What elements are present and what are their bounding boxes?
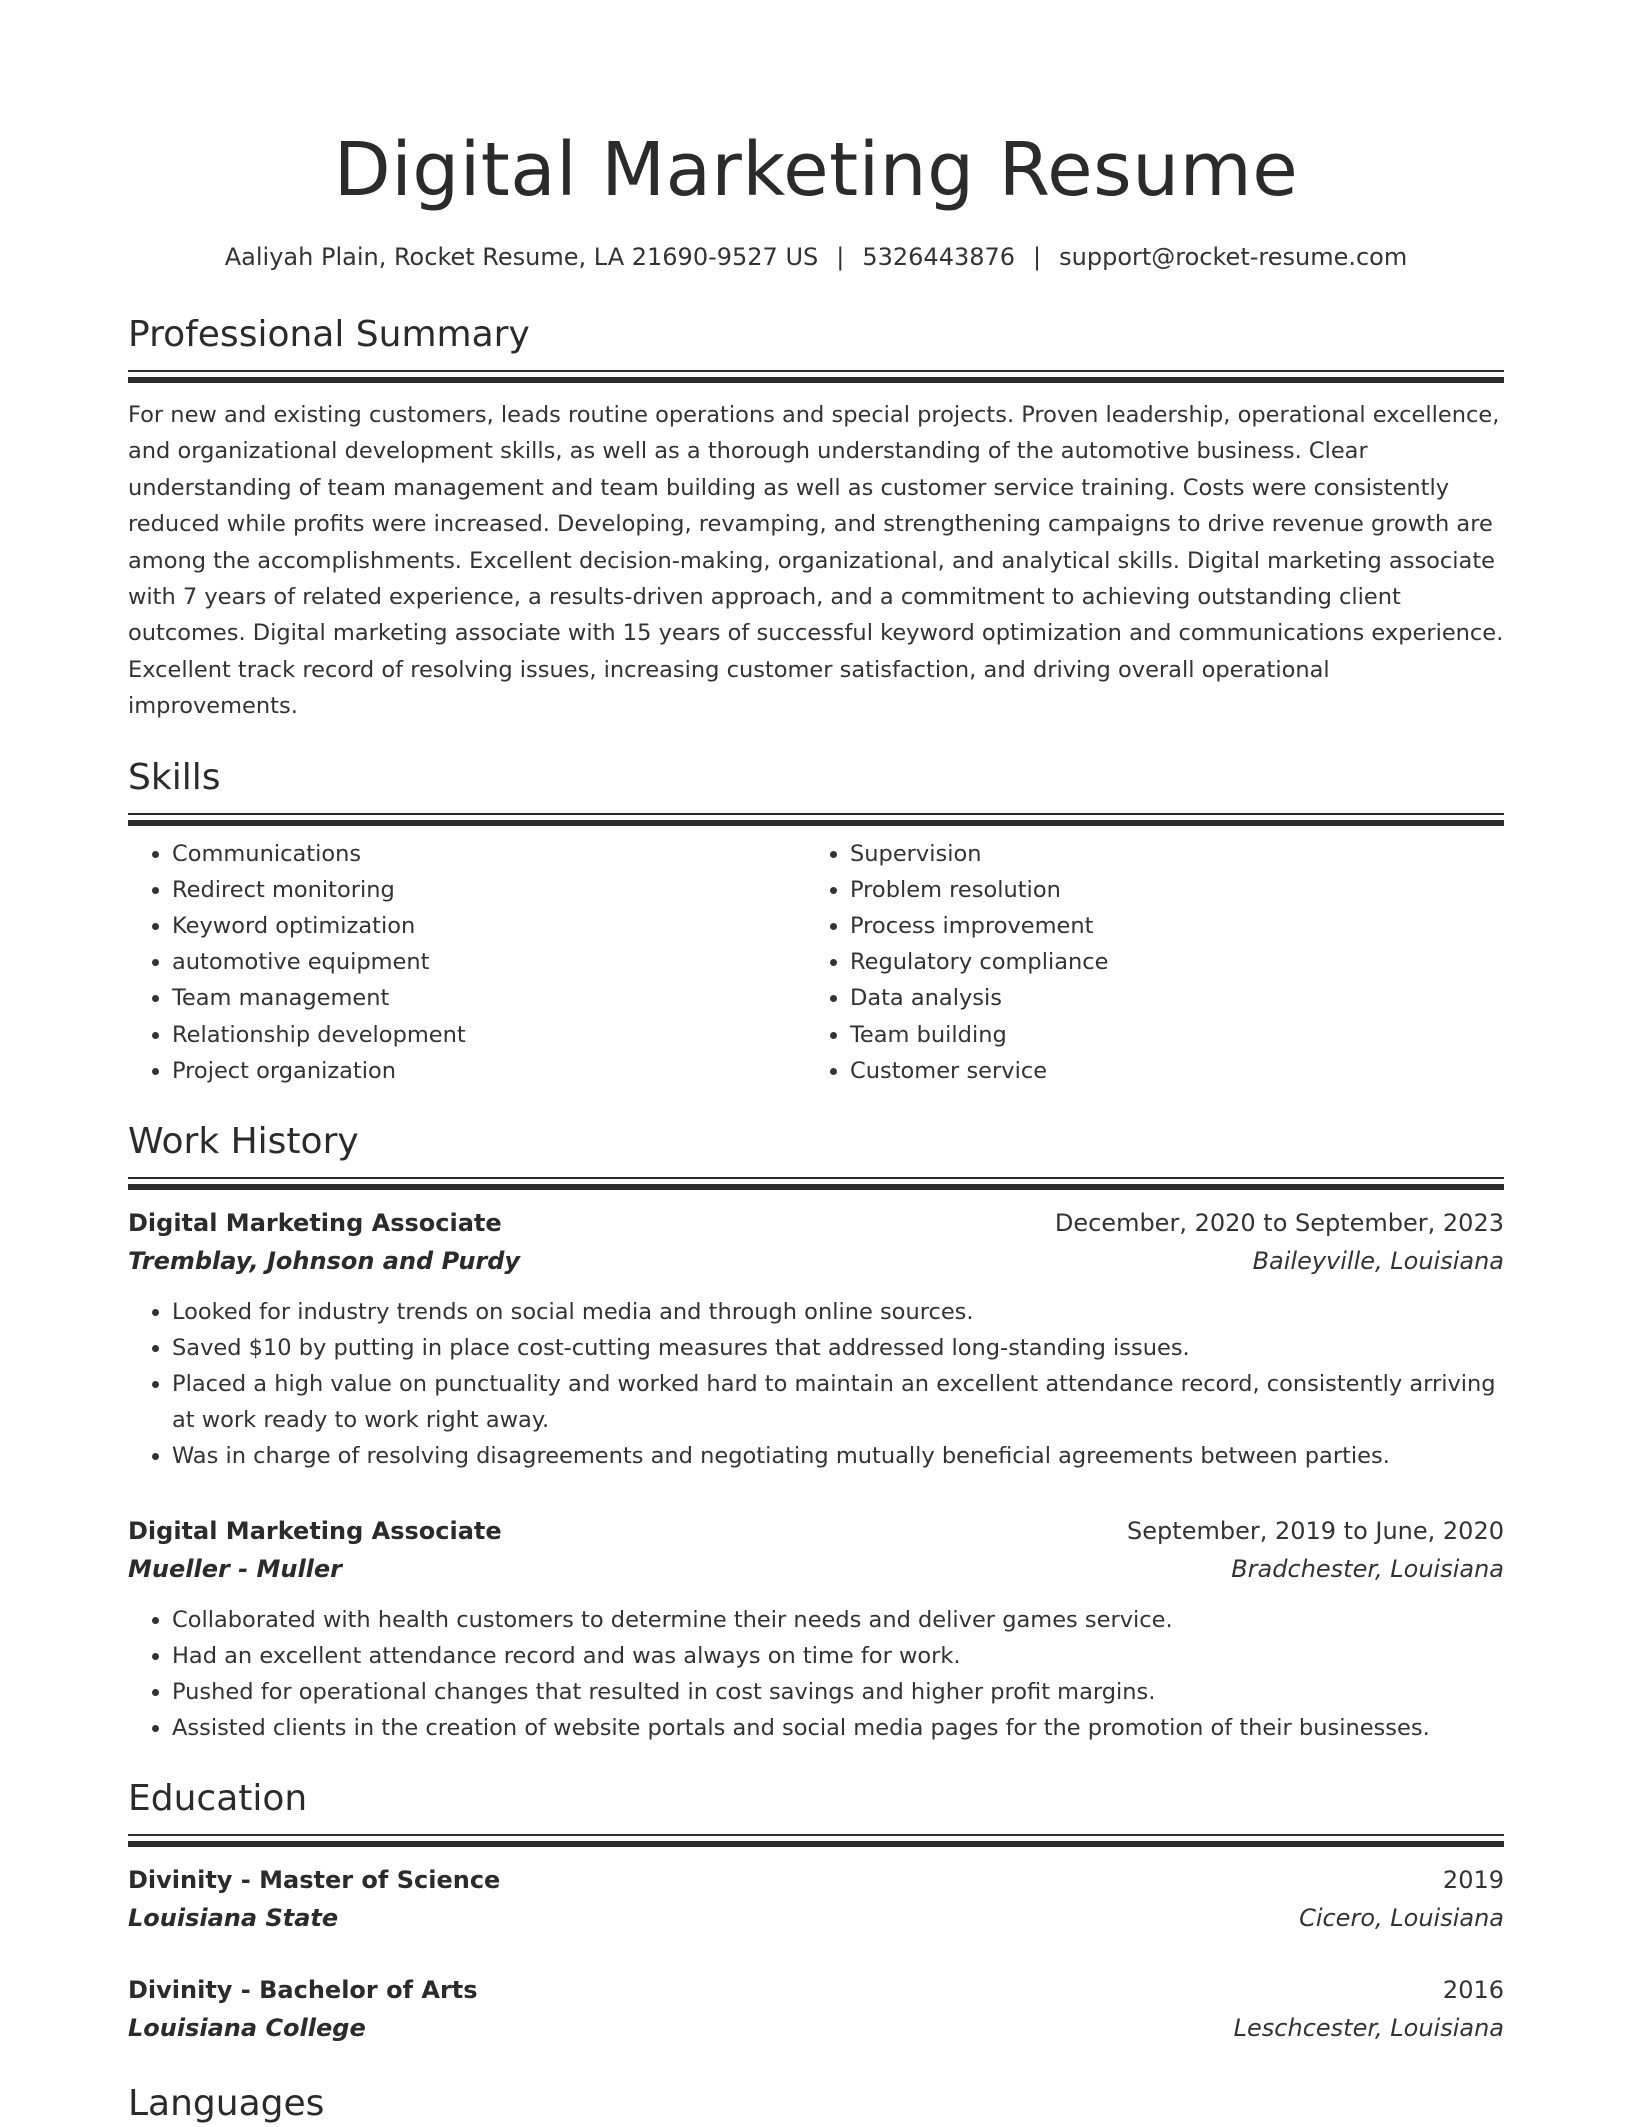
job-title: Digital Marketing Associate [128, 1517, 502, 1546]
skill-item: • Regulatory compliance [850, 944, 1484, 980]
education-heading: Education [128, 1778, 308, 1820]
education-school: Louisiana State [128, 1904, 339, 1933]
contact-line [128, 240, 1504, 274]
education-year: 2016 [1442, 1976, 1504, 2005]
education-degree: Divinity - Master of Science [128, 1866, 501, 1895]
skill-item: • Communications [172, 836, 806, 872]
resume-title: Digital Marketing Resume [333, 127, 1299, 213]
job-subheader [128, 1242, 1504, 1280]
skill-item: • Team management [172, 980, 806, 1016]
skills-columns [128, 836, 1504, 1089]
skills-left-list [128, 836, 806, 1089]
job-location: Baileyville, Louisiana [1252, 1247, 1504, 1276]
education-location: Cicero, Louisiana [1299, 1904, 1504, 1933]
section-divider [128, 370, 1504, 383]
job-company: Tremblay, Johnson and Purdy [128, 1247, 521, 1276]
job-bullet: • Collaborated with health customers to determine their needs and deliver games service. [172, 1602, 1504, 1638]
job-bullet: • Saved $10 by putting in place cost-cutting measures that addressed long-standing issues. [172, 1330, 1504, 1366]
education-section [128, 1776, 1504, 2047]
job-location: Bradchester, Louisiana [1231, 1555, 1504, 1584]
job-bullet: • Looked for industry trends on social media and through online sources. [172, 1294, 1504, 1330]
job-bullet: • Had an excellent attendance record and was always on time for work. [172, 1638, 1504, 1674]
contact-separator: | [836, 243, 845, 271]
summary-section [128, 312, 1504, 725]
section-divider [128, 813, 1504, 826]
work-heading: Work History [128, 1121, 359, 1163]
education-subheader [128, 2009, 1504, 2047]
work-section [128, 1119, 1504, 1746]
education-degree: Divinity - Bachelor of Arts [128, 1976, 478, 2005]
languages-heading: Languages [128, 2083, 325, 2125]
job-bullet: • Placed a high value on punctuality and worked hard to maintain an excellent attendance record, consistently arriving at work ready to work right away. [172, 1366, 1504, 1438]
skill-item: • Project organization [172, 1053, 806, 1089]
skills-section [128, 755, 1504, 1089]
education-location: Leschcester, Louisiana [1233, 2014, 1504, 2043]
job-dates: December, 2020 to September, 2023 [1054, 1209, 1504, 1238]
skill-item: • Process improvement [850, 908, 1484, 944]
skill-item: • Keyword optimization [172, 908, 806, 944]
section-divider [128, 1834, 1504, 1847]
section-divider [128, 1177, 1504, 1190]
education-school: Louisiana College [128, 2014, 366, 2043]
summary-text: For new and existing customers, leads routine operations and special projects. Proven leadership, operational excellence, and organizational development skills, as well as a thorough understanding of the automotive business. Clear understanding of team management and team building as well as customer service training. Costs were consistently reduced while profits were increased. Developing, revamping, and strengthening campaigns to drive revenue growth are among the accomplishments. Excellent decision-making, organizational, and analytical skills. Digital marketing associate with 7 years of related experience, a results-driven approach, and a commitment to achieving outstanding client outcomes. Digital marketing associate with 15 years of successful keyword optimization and communications experience. Excellent track record of resolving issues, increasing customer satisfaction, and driving overall operational improvements. [128, 402, 1504, 720]
skill-item: • Supervision [850, 836, 1484, 872]
job-bullets [128, 1602, 1504, 1746]
contact-phone: 5326443876 [862, 243, 1016, 271]
job-bullet: • Was in charge of resolving disagreements and negotiating mutually beneficial agreements between parties. [172, 1438, 1504, 1474]
skill-item: • Team building [850, 1017, 1484, 1053]
job-title: Digital Marketing Associate [128, 1209, 502, 1238]
job-bullet: • Pushed for operational changes that resulted in cost savings and higher profit margins. [172, 1674, 1504, 1710]
skill-item: • Relationship development [172, 1017, 806, 1053]
education-header [128, 1971, 1504, 2009]
education-header [128, 1861, 1504, 1899]
skill-item: • Redirect monitoring [172, 872, 806, 908]
job-dates: September, 2019 to June, 2020 [1127, 1517, 1504, 1546]
skills-right-list [806, 836, 1484, 1089]
job-company: Mueller - Muller [128, 1555, 343, 1584]
languages-section [128, 2081, 1504, 2127]
education-entry [128, 1971, 1504, 2047]
job-entry [128, 1204, 1504, 1474]
job-bullet: • Assisted clients in the creation of website portals and social media pages for the promotion of their businesses. [172, 1710, 1504, 1746]
job-header [128, 1512, 1504, 1550]
skill-item: • automotive equipment [172, 944, 806, 980]
skill-item: • Problem resolution [850, 872, 1484, 908]
job-header [128, 1204, 1504, 1242]
education-subheader [128, 1899, 1504, 1937]
education-year: 2019 [1442, 1866, 1504, 1895]
skill-item: • Customer service [850, 1053, 1484, 1089]
contact-separator: | [1033, 243, 1042, 271]
contact-address: Aaliyah Plain, Rocket Resume, LA 21690-9527 US [224, 243, 819, 271]
skills-heading: Skills [128, 756, 221, 798]
education-entry [128, 1861, 1504, 1937]
skill-item: • Data analysis [850, 980, 1484, 1016]
resume-page [128, 0, 1504, 2127]
summary-heading: Professional Summary [128, 314, 530, 355]
job-subheader [128, 1550, 1504, 1588]
job-entry [128, 1512, 1504, 1746]
job-bullets [128, 1294, 1504, 1474]
contact-email[interactable]: support@rocket-resume.com [1059, 243, 1408, 271]
